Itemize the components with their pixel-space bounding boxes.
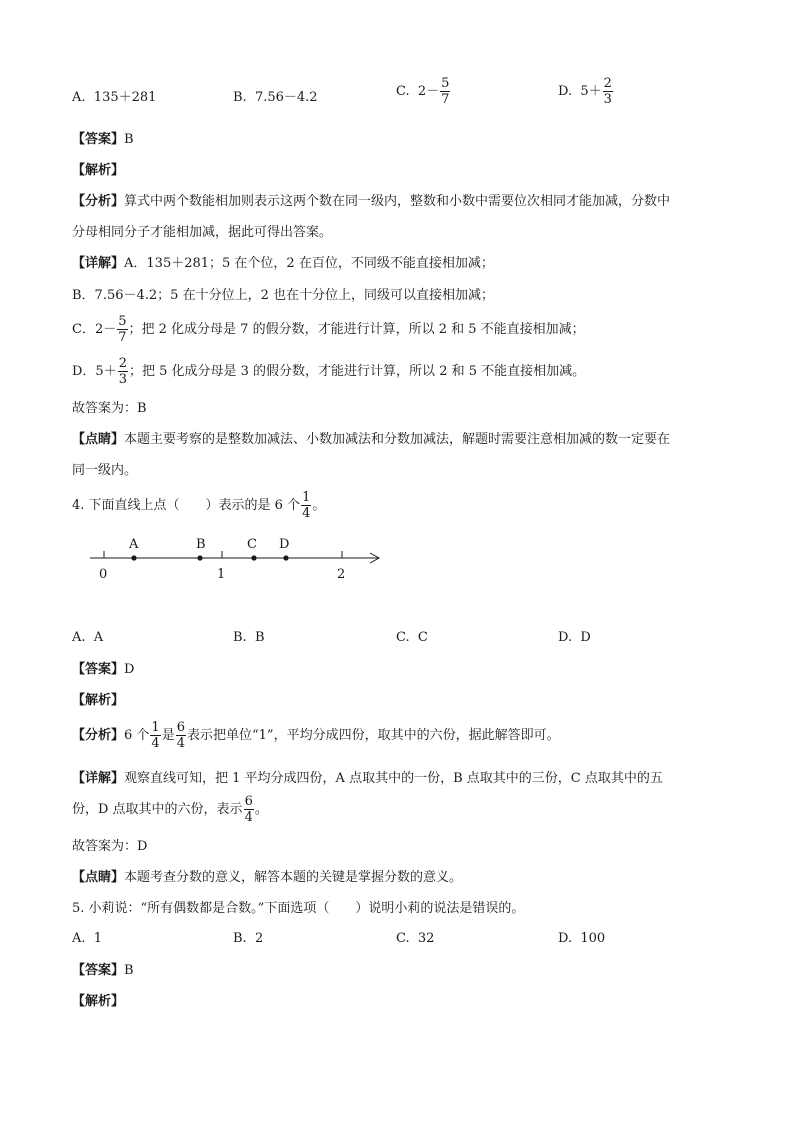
fraction: $\frac{5}{7}$ [441,76,450,107]
fraction: $\frac{2}{3}$ [603,76,612,107]
q3-option-d: D. 5＋ $\frac{2}{3}$ [558,76,612,107]
q3-final-answer: 故答案为：B [72,401,147,416]
q4-option-c: C. C [396,630,428,645]
q3-detail-a: 【详解】A．135＋281；5 在个位，2 在百位，不同级不能直接相加减； [72,256,494,271]
point-c [251,555,256,560]
q4-stem: 4. 下面直线上点（ ）表示的是 6 个 $\frac{1}{4}$ 。 [72,490,326,521]
q4-option-a: A. A [72,630,104,645]
q4-xiangjie-line-1: 【详解】观察直线可知，把 1 平均分成四份，A 点取其中的一份，B 点取其中的三份，C 点取其中的五 [72,771,663,786]
q3-detail-d: D．5＋ $\frac{2}{3}$ ；把 5 化成分母是 3 的假分数，才能进行计算，所以 2 和 5 不能直接相加减。 [72,356,586,387]
q3-detail-b: B．7.56－4.2；5 在十分位上，2 也在十分位上，同级可以直接相加减； [72,288,494,303]
q3-detail-c: C．2－ $\frac{5}{7}$ ；把 2 化成分母是 7 的假分数，才能进行计算，所以 2 和 5 不能直接相加减； [72,314,585,345]
q3-option-b: B. 7.56－4.2 [233,90,318,105]
q5-option-c: C. 32 [396,931,435,946]
tick-label-0: 0 [99,567,108,582]
point-label-d: D [279,537,290,552]
q4-analysis-heading: 【解析】 [72,693,125,708]
q5-stem: 5. 小莉说：“所有偶数都是合数。”下面选项（ ）说明小莉的说法是错误的。 [72,901,525,916]
q5-answer: 【答案】B [72,963,134,978]
fraction: $\frac{6}{4}$ [244,794,253,825]
q4-option-d: D. D [558,630,591,645]
fraction: $\frac{5}{7}$ [118,314,127,345]
q4-xiangjie-line-2: 份，D 点取其中的六份，表示 $\frac{6}{4}$ 。 [72,794,268,825]
q3-dianjing-line-1: 【点睛】本题主要考察的是整数加减法、小数加减法和分数加减法，解题时需要注意相加减的数一定要在 [72,432,671,447]
point-b [197,555,202,560]
point-label-a: A [129,537,139,552]
q5-analysis-heading: 【解析】 [72,994,125,1009]
q5-option-a: A. 1 [72,931,103,946]
q4-option-b: B. B [233,630,265,645]
tick-label-2: 2 [337,567,346,582]
q4-final-answer: 故答案为：D [72,839,148,854]
q5-option-d: D. 100 [558,931,606,946]
q4-answer: 【答案】D [72,662,135,677]
q3-answer: 【答案】B [72,132,134,147]
q3-analysis-heading: 【解析】 [72,163,125,178]
q5-option-b: B. 2 [233,931,264,946]
point-d [283,555,288,560]
q3-dianjing-line-2: 同一级内。 [72,463,138,478]
point-label-c: C [247,537,257,552]
q3-option-a: A. 135＋281 [72,90,157,105]
q3-fenxi-line-2: 分母相同分子才能相加减，据此可得出答案。 [72,225,333,240]
tick-label-1: 1 [217,567,226,582]
fraction: $\frac{2}{3}$ [118,356,127,387]
point-label-b: B [196,537,206,552]
q4-fenxi: 【分析】6 个 $\frac{1}{4}$ 是 $\frac{6}{4}$ 表示把单位“1”，平均分成四份，取其中的六份，据此解答即可。 [72,720,560,751]
fraction: $\frac{1}{4}$ [302,490,311,521]
q4-dianjing: 【点睛】本题考查分数的意义，解答本题的关键是掌握分数的意义。 [72,870,463,885]
fraction: $\frac{6}{4}$ [176,720,185,751]
fraction: $\frac{1}{4}$ [151,720,160,751]
q3-option-c: C. 2－ $\frac{5}{7}$ [396,76,450,107]
point-a [131,555,136,560]
q3-fenxi-line-1: 【分析】算式中两个数能相加则表示这两个数在同一级内，整数和小数中需要位次相同才能加减，分数中 [72,194,671,209]
number-line [80,530,390,586]
